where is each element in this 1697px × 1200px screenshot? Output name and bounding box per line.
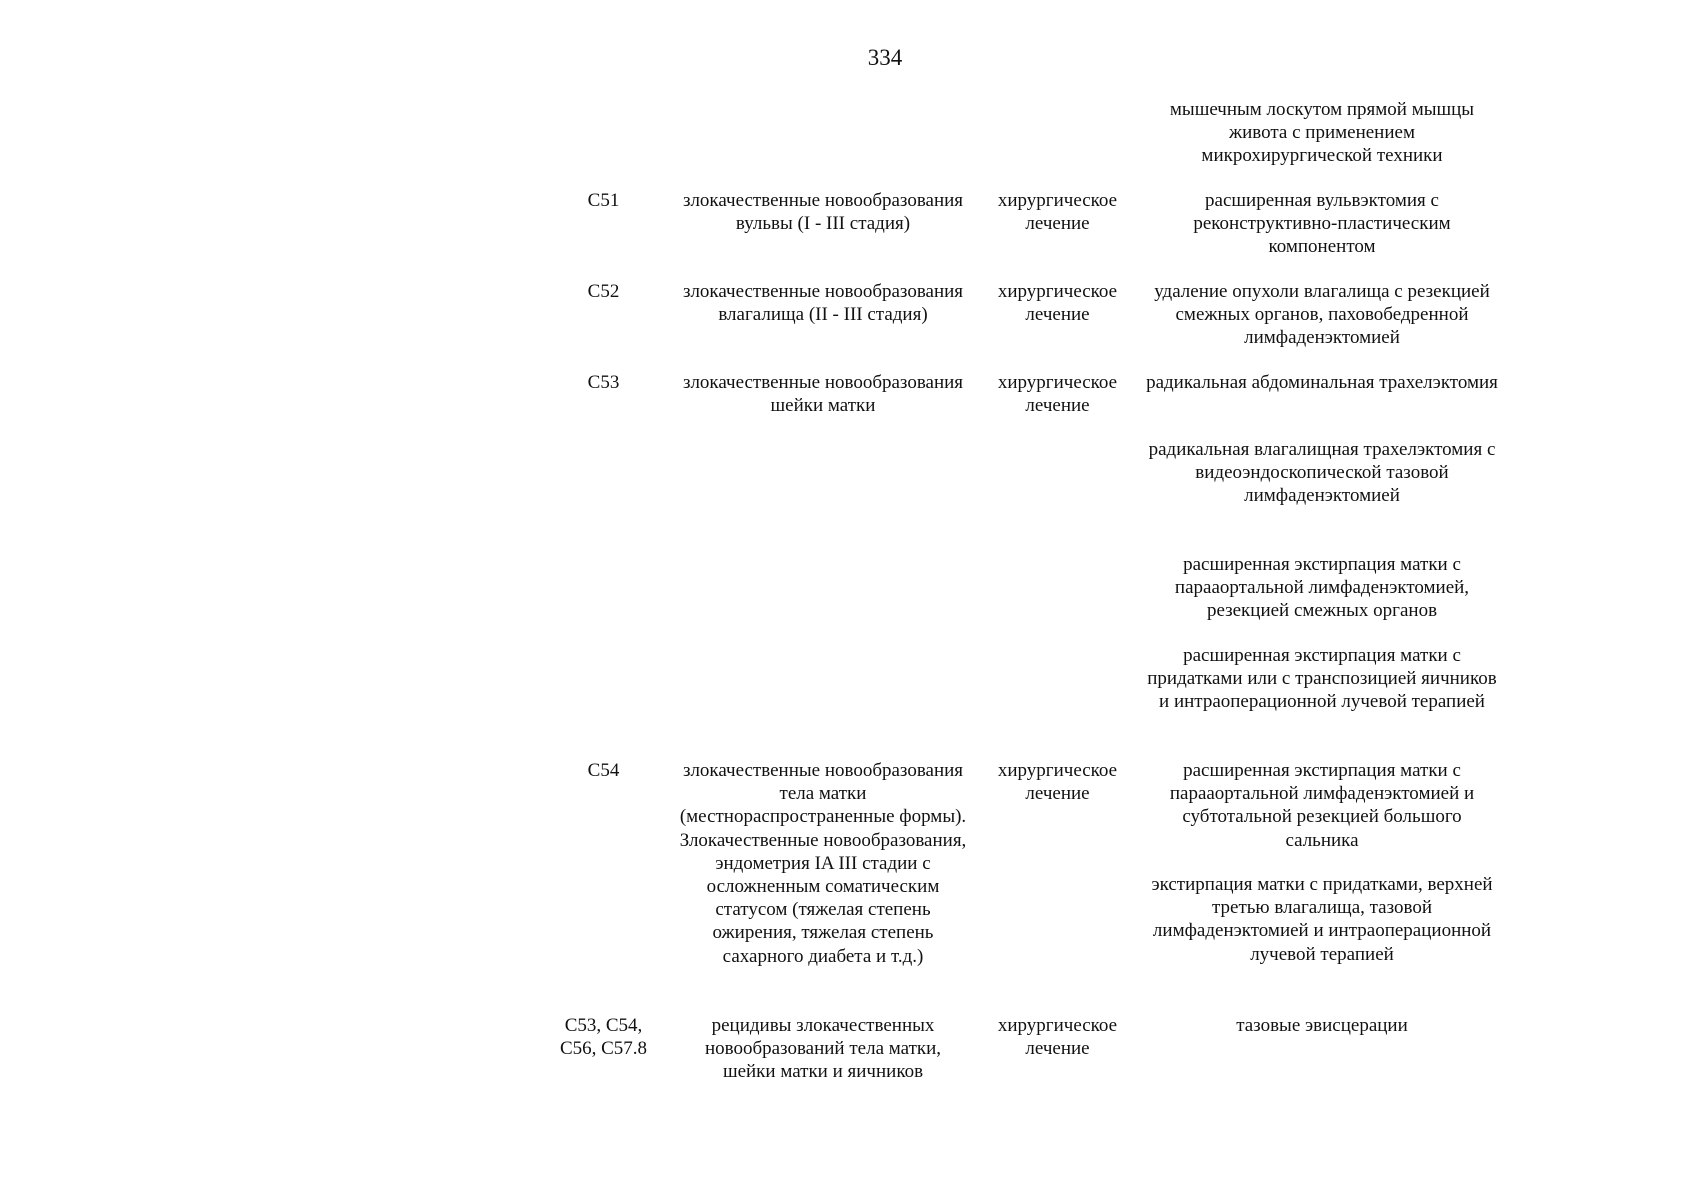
treatment-type: хирургическое лечение	[997, 281, 1118, 326]
icd-code: C53, C54, C56, C57.8	[559, 1015, 648, 1060]
diagnosis-text: злокачественные новообразования вульвы (I - III стадия)	[682, 190, 964, 235]
page-number: 334	[867, 45, 903, 70]
icd-code: C54	[587, 760, 620, 781]
treatment-method: тазовые эвисцерации	[1236, 1015, 1408, 1036]
icd-code: C52	[587, 281, 620, 302]
treatment-type: хирургическое лечение	[997, 372, 1118, 417]
method-continuation: мышечным лоскутом прямой мышцы живота с применением микрохирургической техники	[1169, 99, 1475, 167]
diagnosis-text: злокачественные новообразования шейки матки	[682, 372, 964, 417]
treatment-method: экстирпация матки с придатками, верхней третью влагалища, тазовой лимфаденэктомией и интраоперационной лучевой терапией	[1151, 874, 1493, 965]
treatment-method: расширенная экстирпация матки с парааортальной лимфаденэктомией, резекцией смежных органов	[1174, 554, 1470, 622]
icd-code: C51	[587, 190, 620, 211]
treatment-type: хирургическое лечение	[997, 760, 1118, 805]
treatment-method: расширенная экстирпация матки с парааортальной лимфаденэктомией и субтотальной резекцией большого сальника	[1169, 760, 1475, 851]
treatment-method: удаление опухоли влагалища с резекцией смежных органов, паховобедренной лимфаденэктомией	[1154, 281, 1490, 349]
diagnosis-text: рецидивы злокачественных новообразований тела матки, шейки матки и яичников	[704, 1015, 942, 1083]
treatment-method: расширенная вульвэктомия с реконструктивно-пластическим компонентом	[1193, 190, 1451, 258]
icd-code: C53	[587, 372, 620, 393]
treatment-type: хирургическое лечение	[997, 1015, 1118, 1060]
diagnosis-text: злокачественные новообразования тела матки (местнораспространенные формы). Злокачественные новообразования, эндометрия IA III стадии с осложненным соматическим статусом (тяжелая степень ожирения, тяжелая степень сахарного диабета и т.д.)	[679, 760, 967, 967]
diagnosis-text: злокачественные новообразования влагалища (II - III стадия)	[682, 281, 964, 326]
treatment-type: хирургическое лечение	[997, 190, 1118, 235]
treatment-method: радикальная влагалищная трахелэктомия с видеоэндоскопической тазовой лимфаденэктомией	[1148, 439, 1496, 507]
treatment-method: радикальная абдоминальная трахелэктомия	[1146, 372, 1498, 393]
treatment-method: расширенная экстирпация матки с придатками или с транспозицией яичников и интраоперационной лучевой терапией	[1147, 645, 1497, 713]
